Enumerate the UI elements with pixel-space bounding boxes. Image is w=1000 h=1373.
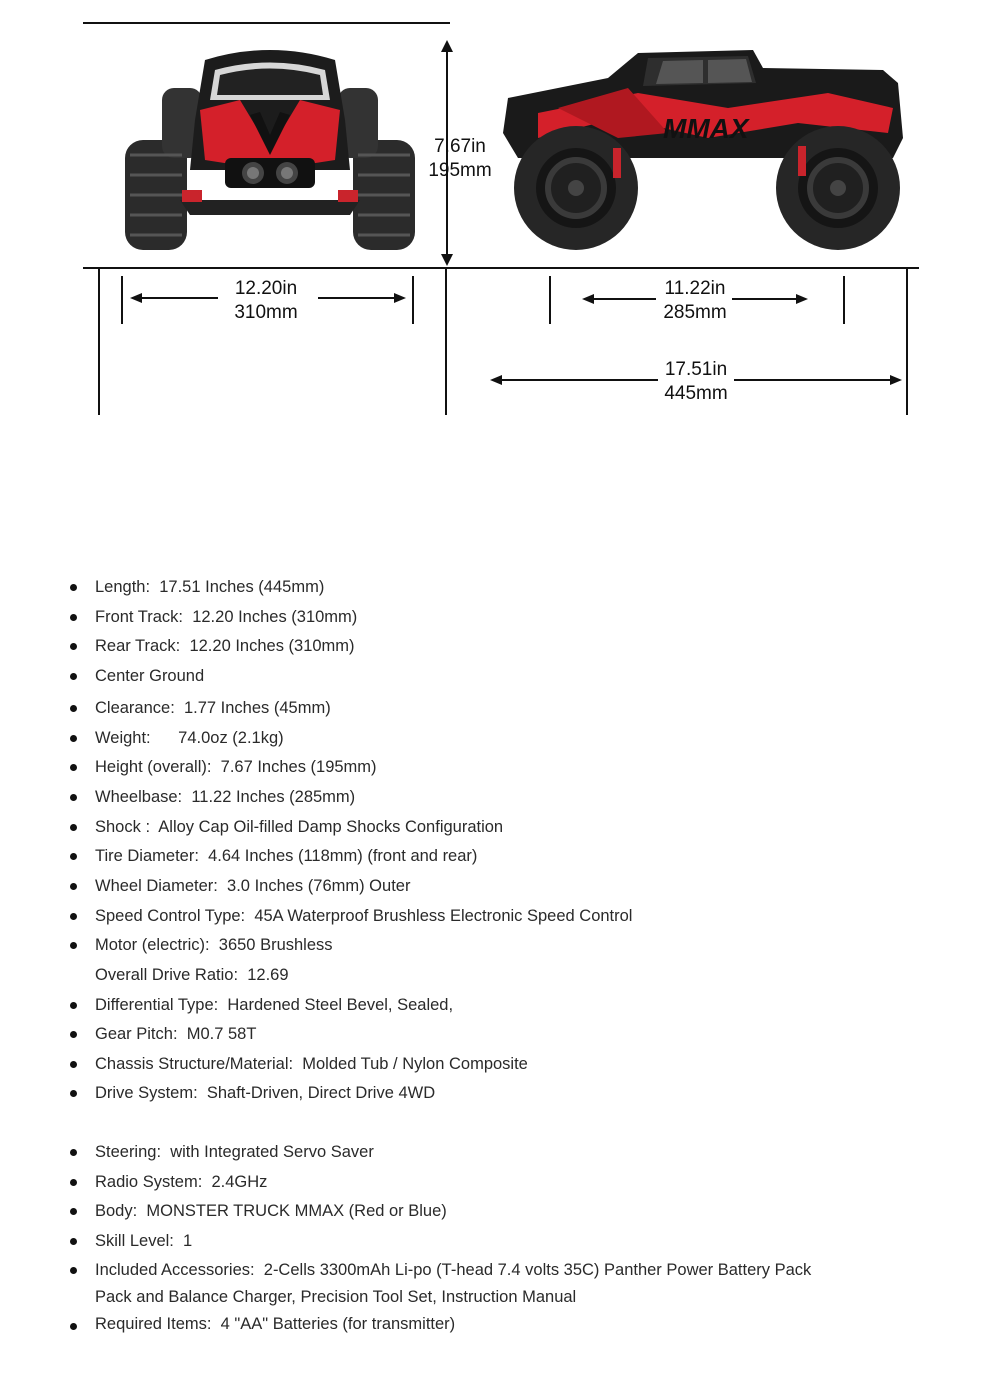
spec-list xyxy=(0,560,1000,1360)
spec-wheelbase: Wheelbase: 11.22 Inches (285mm) xyxy=(95,788,356,806)
bullet xyxy=(70,1149,77,1156)
bullet xyxy=(70,1267,77,1274)
bullet xyxy=(70,1179,77,1186)
spec-motor: Motor (electric): 3650 Brushless xyxy=(95,936,333,954)
tick-left-outer xyxy=(98,267,100,415)
spec-drive-system: Drive System: Shaft-Driven, Direct Drive 4WD xyxy=(95,1084,436,1102)
bullet xyxy=(70,643,77,650)
spec-height: Height (overall): 7.67 Inches (195mm) xyxy=(95,758,377,776)
wheelbase-mm-label: 285mm xyxy=(663,302,727,323)
bullet xyxy=(70,883,77,890)
tick-front-right xyxy=(412,276,414,324)
front-track-mm-label: 310mm xyxy=(234,302,298,323)
height-in-label: 7.67in xyxy=(434,136,486,157)
spec-front-track: Front Track: 12.20 Inches (310mm) xyxy=(95,608,358,626)
bullet xyxy=(70,1061,77,1068)
spec-body: Body: MONSTER TRUCK MMAX (Red or Blue) xyxy=(95,1202,447,1220)
bullet xyxy=(70,1208,77,1215)
bullet xyxy=(70,824,77,831)
spec-length: Length: 17.51 Inches (445mm) xyxy=(95,578,325,596)
truck-side-view-image xyxy=(498,38,918,253)
tick-right-outer xyxy=(906,267,908,415)
spec-center-ground: Center Ground xyxy=(95,667,205,685)
spec-wheel-diameter: Wheel Diameter: 3.0 Inches (76mm) Outer xyxy=(95,877,411,895)
dimension-diagram xyxy=(0,0,1000,420)
bullet xyxy=(70,1238,77,1245)
bullet xyxy=(70,673,77,680)
spec-chassis: Chassis Structure/Material: Molded Tub / Nylon Composite xyxy=(95,1055,528,1073)
spec-included-accessories-cont: Pack and Balance Charger, Precision Tool Set, Instruction Manual xyxy=(95,1288,577,1306)
length-in-label: 17.51in xyxy=(664,359,728,380)
spec-rear-track: Rear Track: 12.20 Inches (310mm) xyxy=(95,637,355,655)
spec-clearance: Clearance: 1.77 Inches (45mm) xyxy=(95,699,331,717)
top-reference-line xyxy=(83,22,450,24)
wheelbase-in-label: 11.22in xyxy=(664,278,726,299)
bullet xyxy=(70,853,77,860)
spec-shock: Shock : Alloy Cap Oil-filled Damp Shocks Configuration xyxy=(95,818,504,836)
spec-skill-level: Skill Level: 1 xyxy=(95,1232,193,1250)
length-mm-label: 445mm xyxy=(664,383,728,404)
bullet xyxy=(70,1002,77,1009)
spec-differential: Differential Type: Hardened Steel Bevel, Sealed, xyxy=(95,996,454,1014)
bullet xyxy=(70,764,77,771)
height-mm-label: 195mm xyxy=(428,160,492,181)
spec-tire-diameter: Tire Diameter: 4.64 Inches (118mm) (front and rear) xyxy=(95,847,478,865)
truck-front-view-image xyxy=(120,40,420,255)
spec-weight: Weight: 74.0oz (2.1kg) xyxy=(95,729,284,747)
bullet xyxy=(70,584,77,591)
ground-line xyxy=(83,267,919,269)
bullet xyxy=(70,705,77,712)
spec-steering: Steering: with Integrated Servo Saver xyxy=(95,1143,374,1161)
truck-decal-text: MMAX xyxy=(663,113,749,144)
bullet xyxy=(70,1323,77,1330)
tick-wheelbase-right xyxy=(843,276,845,324)
front-track-in-label: 12.20in xyxy=(234,278,298,299)
spec-required-items: Required Items: 4 "AA" Batteries (for transmitter) xyxy=(95,1315,456,1333)
tick-wheelbase-left xyxy=(549,276,551,324)
bullet xyxy=(70,1031,77,1038)
bullet xyxy=(70,735,77,742)
bullet xyxy=(70,913,77,920)
spec-radio: Radio System: 2.4GHz xyxy=(95,1173,268,1191)
bullet xyxy=(70,942,77,949)
bullet xyxy=(70,794,77,801)
spec-drive-ratio: Overall Drive Ratio: 12.69 xyxy=(95,966,289,984)
tick-front-left xyxy=(121,276,123,324)
spec-speed-control: Speed Control Type: 45A Waterproof Brushless Electronic Speed Control xyxy=(95,907,633,925)
spec-gear-pitch: Gear Pitch: M0.7 58T xyxy=(95,1025,257,1043)
spec-included-accessories: Included Accessories: 2-Cells 3300mAh Li-po (T-head 7.4 volts 35C) Panther Power Battery Pack xyxy=(95,1261,812,1279)
tick-center xyxy=(445,267,447,415)
bullet xyxy=(70,1090,77,1097)
bullet xyxy=(70,614,77,621)
